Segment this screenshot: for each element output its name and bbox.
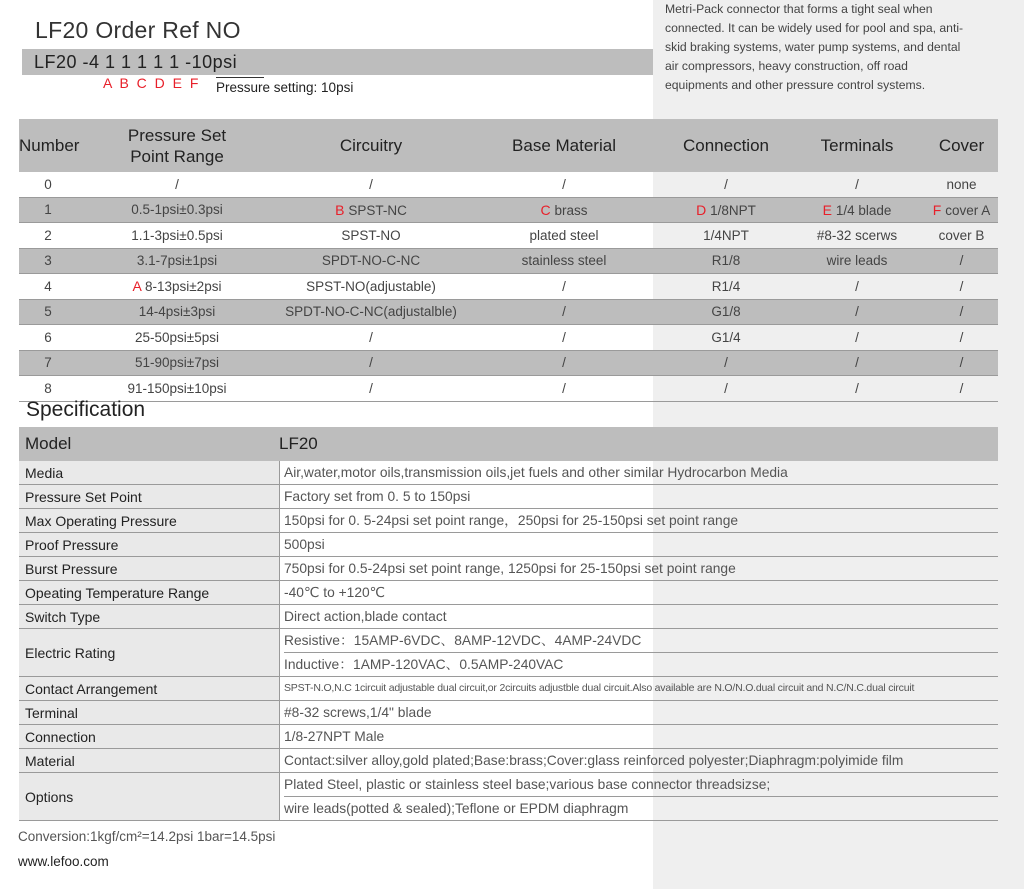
table-cell [789,228,925,243]
table-cell [789,355,925,370]
cell-text: / [959,304,964,320]
table-cell [789,279,925,294]
cell-text: 25-50psi±5psi [135,329,219,345]
header-cover: Cover [938,136,985,155]
table-cell [663,304,789,319]
cell-text: 7 [44,355,52,371]
cell-text: 0 [44,176,52,192]
order-table-header [19,119,998,172]
table-cell [19,177,77,192]
table-cell [465,279,663,294]
spec-value-line: Air,water,motor oils,transmission oils,jet fuels and other similar Hydrocarbon Media [284,465,788,480]
intro-line: Metri-Pack connector that forms a tight seal when [665,2,933,16]
table-cell [77,228,277,243]
spec-value-line: #8-32 screws,1/4" blade [284,705,432,720]
spec-row [19,629,998,677]
table-cell [789,253,925,268]
table-cell [663,330,789,345]
spec-key: Terminal [19,701,280,724]
option-marker: A [132,278,145,295]
table-cell [77,304,277,319]
cell-text: G1/8 [711,304,741,320]
cell-text: / [724,176,728,192]
spec-row [19,509,998,533]
cell-text: / [855,176,859,192]
table-cell [77,177,277,192]
table-cell [277,253,465,268]
spec-row [19,773,998,821]
cell-text: 51-90psi±7psi [135,355,219,371]
header-connection: Connection [682,136,769,155]
table-cell [277,381,465,396]
spec-value [280,629,998,676]
spec-value-line: SPST-N.O,N.C 1circuit adjustable dual circuit,or 2circuits adjustble dual circuit.Also available are N.O/N.O.dual circuit and N.C/N.C.dual circuit [284,682,915,694]
table-row [19,274,998,300]
table-cell [277,304,465,319]
table-cell [789,202,925,218]
table-cell [465,355,663,370]
cell-text: / [959,355,964,371]
intro-line: equipments and other pressure control systems. [665,78,926,92]
cell-text: 3 [44,253,52,269]
spec-table [19,427,998,821]
table-cell [663,355,789,370]
cell-text: SPDT-NO-C-NC [321,253,421,269]
spec-table-body [19,461,998,821]
cell-text: R1/8 [711,253,741,269]
table-cell [789,177,925,192]
table-cell [277,202,465,218]
header-pressure: Pressure Set Point Range [127,125,227,166]
table-cell [789,304,925,319]
table-cell [19,355,77,370]
cell-text: G1/4 [711,329,741,345]
cell-text: 8 [44,380,52,396]
cell-text: SPDT-NO-C-NC(adjustalble) [285,304,457,320]
cell-text: 1/8NPT [710,202,756,218]
cell-text: 3.1-7psi±1psi [136,253,218,269]
cell-text: 1.1-3psi±0.5psi [131,227,223,243]
cell-text: / [855,329,859,345]
spec-value [280,509,998,532]
option-marker: E [822,201,836,218]
spec-value [280,581,998,604]
spec-value [280,725,998,748]
order-table [19,119,998,402]
spec-row [19,749,998,773]
table-cell [465,177,663,192]
cell-text: 8-13psi±2psi [145,279,222,295]
cell-text: / [855,304,859,320]
spec-row [19,701,998,725]
intro-line: skid braking systems, water pump systems, and dental [665,40,961,54]
cell-text: 0.5-1psi±0.3psi [131,202,223,218]
table-cell [925,355,998,370]
table-cell [77,355,277,370]
pressure-note: Pressure setting: 10psi [216,80,354,95]
table-cell [663,279,789,294]
table-cell [925,330,998,345]
spec-value-line: Inductive：1AMP-120VAC、0.5AMP-240VAC [284,652,998,676]
table-cell [77,253,277,268]
spec-key: Opeating Temperature Range [19,581,280,604]
table-cell [465,253,663,268]
cell-text: / [855,355,859,371]
cell-text: / [369,176,373,192]
cell-text: 1/4NPT [703,227,749,243]
spec-row [19,677,998,701]
table-cell [19,330,77,345]
cell-text: / [562,355,566,371]
cell-text: cover A [945,202,991,218]
cell-text: / [562,329,566,345]
spec-row [19,485,998,509]
table-row [19,249,998,275]
table-cell [789,381,925,396]
conversion-note: Conversion:1kgf/cm²=14.2psi 1bar=14.5psi [18,829,276,844]
table-cell [19,228,77,243]
intro-line: air compressors, heavy construction, off road [665,59,908,73]
spec-value [280,701,998,724]
table-cell [277,177,465,192]
cell-text: cover B [938,227,985,243]
table-cell [277,279,465,294]
table-row [19,351,998,377]
spec-value-line: Plated Steel, plastic or stainless steel base;various base connector threadsizse; [284,777,771,792]
cell-text: SPST-NC [348,202,407,218]
cell-text: / [959,380,964,396]
spec-row [19,557,998,581]
order-code-letters: A B C D E F [103,75,201,91]
cell-text: 5 [44,304,52,320]
spec-key: Burst Pressure [19,557,280,580]
cell-text: wire leads [826,253,888,269]
spec-row [19,725,998,749]
order-table-body [19,172,998,402]
table-cell [277,355,465,370]
cell-text: / [562,304,566,320]
header-number: Number [19,136,80,155]
cell-text: / [369,329,373,345]
intro-text [665,0,1005,95]
order-code-bar [22,49,653,75]
spec-value-line: -40℃ to +120℃ [284,585,386,600]
order-title: LF20 Order Ref NO [35,17,241,43]
cell-text: 2 [44,227,52,243]
spec-key: Options [19,773,280,820]
option-marker: B [335,201,349,218]
intro-line: connected. It can be widely used for pool and spa, anti- [665,21,964,35]
spec-value-line: 150psi for 0. 5-24psi set point range，250psi for 25-150psi set point range [284,513,739,528]
table-cell [925,253,998,268]
table-cell [663,177,789,192]
cell-text: plated steel [529,227,599,243]
spec-table-header [19,427,998,461]
option-marker: C [540,201,555,218]
spec-value [280,773,998,820]
cell-text: R1/4 [711,278,741,294]
spec-value [280,557,998,580]
spec-key: Switch Type [19,605,280,628]
spec-value [280,485,998,508]
table-row [19,172,998,198]
cell-text: / [369,380,373,396]
table-row [19,223,998,249]
cell-text: / [855,380,859,396]
option-marker: F [932,201,946,218]
table-cell [925,177,998,192]
table-cell [663,202,789,218]
spec-title: Specification [26,398,146,421]
table-cell [789,330,925,345]
cell-text: / [562,176,566,192]
table-row [19,198,998,224]
cell-text: none [946,176,977,192]
cell-text: / [562,380,566,396]
spec-value-line: Factory set from 0. 5 to 150psi [284,489,471,504]
cell-text: #8-32 scerws [816,227,898,243]
table-cell [465,330,663,345]
table-cell [925,228,998,243]
spec-head-val: LF20 [279,434,318,453]
spec-key: Media [19,461,280,484]
spec-value-line: 750psi for 0.5-24psi set point range, 1250psi for 25-150psi set point range [284,561,736,576]
cell-text: 14-4psi±3psi [138,304,216,320]
table-cell [19,279,77,294]
cell-text: 1/4 blade [835,202,892,218]
table-cell [19,381,77,396]
spec-value-line: 1/8-27NPT Male [284,729,385,744]
option-marker: D [696,201,711,218]
cell-text: / [959,253,964,269]
table-cell [925,279,998,294]
cell-text: 1 [44,202,52,218]
cell-text: / [724,380,728,396]
cell-text: SPST-NO(adjustable) [306,278,436,294]
cell-text: SPST-NO [341,227,401,243]
table-cell [663,228,789,243]
spec-key: Material [19,749,280,772]
table-row [19,376,998,402]
cell-text: / [855,278,859,294]
table-cell [19,253,77,268]
spec-key: Connection [19,725,280,748]
cell-text: / [959,278,964,294]
spec-key: Contact Arrangement [19,677,280,700]
table-cell [663,253,789,268]
cell-text: 4 [44,278,52,294]
header-circuitry: Circuitry [339,136,403,155]
table-cell [77,381,277,396]
cell-text: stainless steel [521,253,607,269]
table-cell [465,228,663,243]
spec-row [19,605,998,629]
cell-text: / [175,176,179,192]
spec-value-line: 500psi [284,537,325,552]
table-cell [465,202,663,218]
spec-key: Electric Rating [19,629,280,676]
table-cell [77,278,277,294]
table-cell [19,304,77,319]
header-terminals: Terminals [820,136,894,155]
spec-value [280,677,998,700]
table-cell [925,202,998,218]
spec-value [280,533,998,556]
header-base-material: Base Material [512,136,616,155]
spec-head-key: Model [25,434,72,453]
spec-value [280,605,998,628]
order-code: LF20 -4 1 1 1 1 1 -10psi [34,52,238,72]
spec-value [280,461,998,484]
table-cell [465,381,663,396]
table-cell [277,228,465,243]
table-cell [19,202,77,217]
table-cell [465,304,663,319]
spec-row [19,461,998,485]
spec-row [19,533,998,557]
cell-text: 91-150psi±10psi [127,380,227,396]
table-cell [77,330,277,345]
cell-text: 6 [44,329,52,345]
cell-text: / [562,278,566,294]
table-cell [925,304,998,319]
spec-value-line: Direct action,blade contact [284,609,447,624]
spec-key: Pressure Set Point [19,485,280,508]
cell-text: / [369,355,373,371]
spec-value-line: Resistive：15AMP-6VDC、8AMP-12VDC、4AMP-24VDC [284,633,642,648]
table-cell [663,381,789,396]
website-url: www.lefoo.com [18,854,109,869]
spec-value [280,749,998,772]
spec-value-line: wire leads(potted & sealed);Teflone or EPDM diaphragm [284,796,998,820]
cell-text: brass [554,202,588,218]
table-row [19,300,998,326]
spec-value-line: Contact:silver alloy,gold plated;Base:brass;Cover:glass reinforced polyester;Diaphragm:polyimide film [284,753,904,768]
spec-row [19,581,998,605]
spec-key: Proof Pressure [19,533,280,556]
spec-key: Max Operating Pressure [19,509,280,532]
cell-text: / [724,355,728,371]
table-row [19,325,998,351]
table-cell [77,202,277,217]
cell-text: / [959,329,964,345]
table-cell [925,381,998,396]
table-cell [277,330,465,345]
